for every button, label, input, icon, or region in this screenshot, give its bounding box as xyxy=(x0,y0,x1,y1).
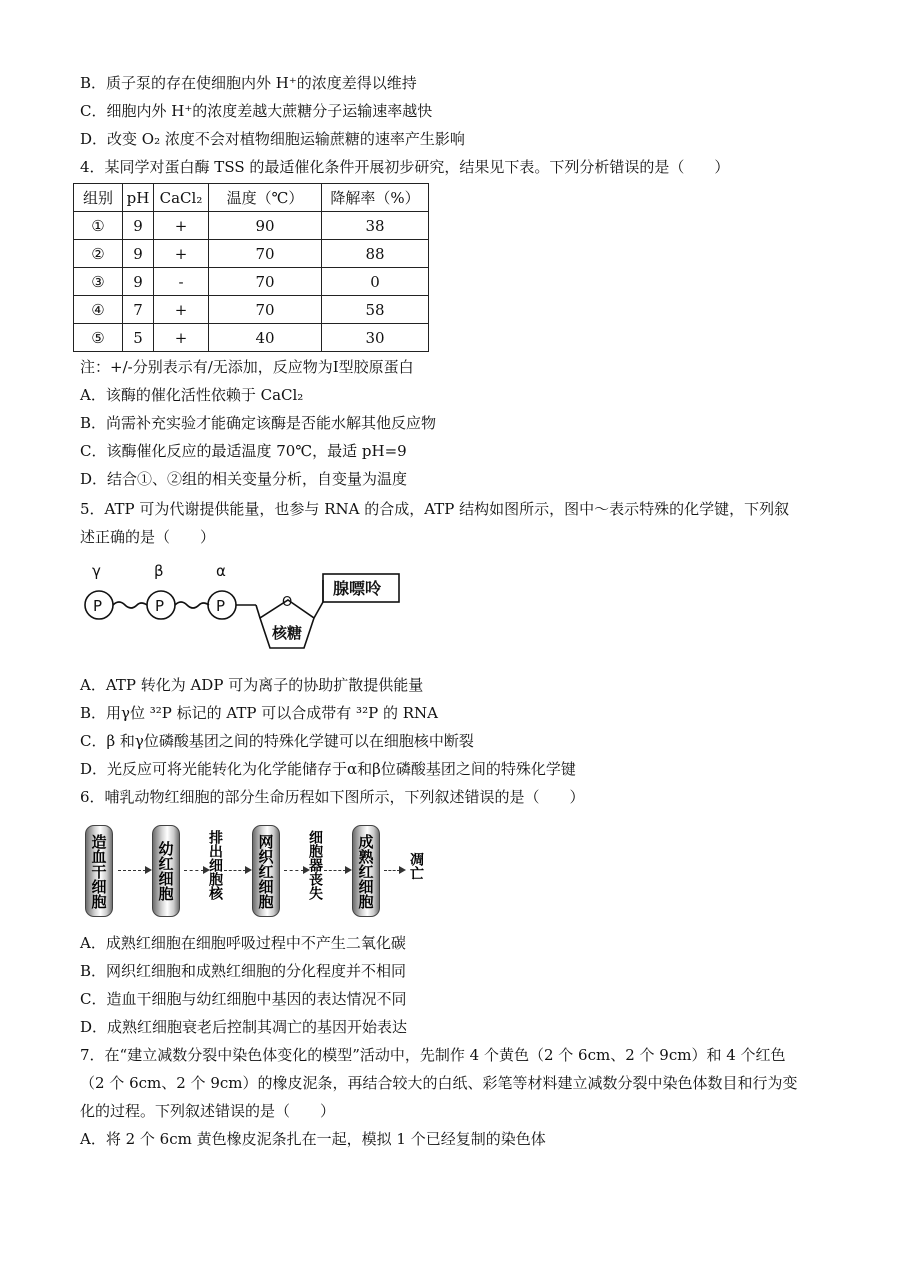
cell: 7 xyxy=(123,296,154,324)
cell: - xyxy=(154,268,209,296)
table-row xyxy=(74,212,429,240)
arrow-6 xyxy=(384,870,400,871)
cell: 70 xyxy=(209,296,322,324)
cell: ⑤ xyxy=(74,324,123,352)
arrow-5 xyxy=(324,870,346,871)
cell: 90 xyxy=(209,212,322,240)
cell: + xyxy=(154,240,209,268)
table-row xyxy=(74,268,429,296)
q5-option-d: D．光反应可将光能转化为化学能储存于α和β位磷酸基团之间的特殊化学键 xyxy=(80,760,576,778)
q4-note: 注：+/-分别表示有/无添加，反应物为Ⅰ型胶原蛋白 xyxy=(80,358,414,376)
gamma-label: γ xyxy=(92,562,101,580)
p-label: P xyxy=(93,597,103,615)
alpha-label: α xyxy=(216,562,226,580)
header-ph: pH xyxy=(123,184,154,212)
cell: 88 xyxy=(322,240,429,268)
q7-stem-line1: 7．在“建立减数分裂中染色体变化的模型”活动中，先制作 4 个黄色（2 个 6cm、2 个 9cm）和 4 个红色 xyxy=(80,1046,786,1064)
header-cacl2: CaCl₂ xyxy=(154,184,209,212)
q4-stem: 4．某同学对蛋白酶 TSS 的最适催化条件开展初步研究，结果见下表。下列分析错误的是（ ） xyxy=(80,158,730,176)
q5-option-a: A．ATP 转化为 ADP 可为离子的协助扩散提供能量 xyxy=(80,676,424,694)
q6-stem: 6．哺乳动物红细胞的部分生命历程如下图所示，下列叙述错误的是（ ） xyxy=(80,788,585,806)
table-row xyxy=(74,296,429,324)
cell: 58 xyxy=(322,296,429,324)
arrow-4 xyxy=(284,870,304,871)
cell: 70 xyxy=(209,240,322,268)
box-mature-rbc: 成熟红细胞 xyxy=(352,825,380,917)
high-energy-bond-2 xyxy=(175,602,209,608)
table-row xyxy=(74,324,429,352)
header-degradation: 降解率（%） xyxy=(322,184,429,212)
q6-option-a: A．成熟红细胞在细胞呼吸过程中不产生二氧化碳 xyxy=(80,934,406,952)
q4-option-a: A．该酶的催化活性依赖于 CaCl₂ xyxy=(80,386,304,404)
arrow-3 xyxy=(224,870,246,871)
p-label: P xyxy=(216,597,226,615)
table-row xyxy=(74,240,429,268)
cell: 38 xyxy=(322,212,429,240)
arrow-1 xyxy=(118,870,146,871)
cell: + xyxy=(154,212,209,240)
table-header-row xyxy=(74,184,429,212)
q3-option-d: D．改变 O₂ 浓度不会对植物细胞运输蔗糖的速率产生影响 xyxy=(80,130,465,148)
header-group: 组别 xyxy=(74,184,123,212)
q4-table xyxy=(73,183,429,352)
q5-stem-line2: 述正确的是（ ） xyxy=(80,528,216,546)
cell: ② xyxy=(74,240,123,268)
q6-option-b: B．网织红细胞和成熟红细胞的分化程度并不相同 xyxy=(80,962,407,980)
q6-option-d: D．成熟红细胞衰老后控制其凋亡的基因开始表达 xyxy=(80,1018,408,1036)
cell: 40 xyxy=(209,324,322,352)
cell: 30 xyxy=(322,324,429,352)
q5-option-b: B．用γ位 ³²P 标记的 ATP 可以合成带有 ³²P 的 RNA xyxy=(80,704,438,722)
arrow-2 xyxy=(184,870,204,871)
cell: ① xyxy=(74,212,123,240)
label-apoptosis: 凋亡 xyxy=(408,852,424,880)
q4-option-c: C．该酶催化反应的最适温度 70℃，最适 pH=9 xyxy=(80,442,407,460)
box-erythroblast: 幼红细胞 xyxy=(152,825,180,917)
cell: 5 xyxy=(123,324,154,352)
label-organelle-loss: 细胞器丧失 xyxy=(307,830,323,900)
cell: 0 xyxy=(322,268,429,296)
cell: + xyxy=(154,296,209,324)
q5-option-c: C．β 和γ位磷酸基团之间的特殊化学键可以在细胞核中断裂 xyxy=(80,732,474,750)
q6-option-c: C．造血干细胞与幼红细胞中基因的表达情况不同 xyxy=(80,990,407,1008)
q4-option-d: D．结合①、②组的相关变量分析，自变量为温度 xyxy=(80,470,408,488)
adenine-label: 腺嘌呤 xyxy=(333,579,382,598)
label-expel-nucleus: 排出细胞核 xyxy=(207,830,223,900)
cell: 9 xyxy=(123,240,154,268)
q5-stem-line1: 5．ATP 可为代谢提供能量，也参与 RNA 的合成，ATP 结构如图所示，图中～表示特殊的化学键，下列叙 xyxy=(80,500,790,518)
box-hematopoietic-stem-cell: 造血干细胞 xyxy=(85,825,113,917)
q3-option-b: B．质子泵的存在使细胞内外 H⁺的浓度差得以维持 xyxy=(80,74,417,92)
atp-structure-diagram xyxy=(80,560,420,665)
q7-stem-line2: （2 个 6cm、2 个 9cm）的橡皮泥条，再结合较大的白纸、彩笔等材料建立减数分裂中染色体数目和行为变 xyxy=(80,1074,798,1092)
cell: 9 xyxy=(123,268,154,296)
beta-label: β xyxy=(154,562,164,580)
cell: ③ xyxy=(74,268,123,296)
q4-option-b: B．尚需补充实验才能确定该酶是否能水解其他反应物 xyxy=(80,414,437,432)
cell: 9 xyxy=(123,212,154,240)
box-reticulocyte: 网织红细胞 xyxy=(252,825,280,917)
cell: ④ xyxy=(74,296,123,324)
header-temperature: 温度（℃） xyxy=(209,184,322,212)
p-label: P xyxy=(155,597,165,615)
cell: 70 xyxy=(209,268,322,296)
oxygen-label: O xyxy=(282,595,293,610)
ribose-label: 核糖 xyxy=(272,624,303,642)
cell: + xyxy=(154,324,209,352)
q3-option-c: C．细胞内外 H⁺的浓度差越大蔗糖分子运输速率越快 xyxy=(80,102,433,120)
q7-stem-line3: 化的过程。下列叙述错误的是（ ） xyxy=(80,1102,336,1120)
high-energy-bond-1 xyxy=(113,602,147,608)
q7-option-a: A．将 2 个 6cm 黄色橡皮泥条扎在一起，模拟 1 个已经复制的染色体 xyxy=(80,1130,546,1148)
